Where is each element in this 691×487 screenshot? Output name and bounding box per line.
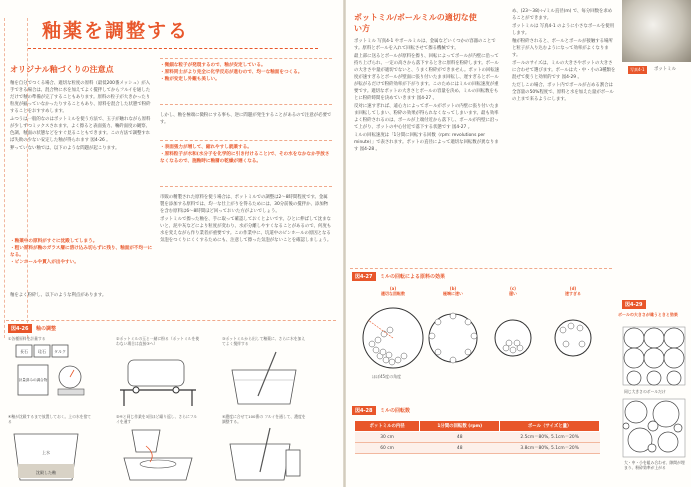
diagram-caption: 大・中・小を組み合わせ、隙間が埋まり、粉砕効率が上がる	[624, 460, 685, 470]
rotation-diagram	[358, 286, 608, 386]
material-tag: 長石	[20, 349, 28, 354]
figure-title: ミルの回転による原料の効果	[380, 274, 446, 280]
figure-step	[222, 336, 306, 416]
material-tag: 計量済みの調合物	[18, 378, 48, 382]
divider	[160, 104, 332, 105]
body-paragraph: 反対に速すぎれば、遠心力によってボールがポットの内壁に張り付いたまま回転してしまい、粉砕の効果が得られなくなってしまいます。最も効率よく粉砕されるのは、ボールが上端付近から落下し、ボールが内壁に沿って上がり、ポットの中心付近で落下する状態です 図4-27 。	[354, 104, 499, 130]
caution-list	[160, 144, 332, 165]
diagram-caption: (a) 適切な回転数	[381, 286, 405, 296]
density-adjust-illustration	[222, 424, 306, 484]
body-paragraph: 釉が粉砕されると、ボールとボールが接触する場所と粒子が入り込むようになって効率がよくなります。	[512, 39, 613, 58]
section-heading: オリジナル釉づくりの注意点	[10, 65, 114, 74]
divider	[160, 140, 332, 141]
body-paragraph: 市販の精製された原料を使う場合は、ポットミルでの調整は2〜8時間程度です。金属製を添加する原料では、均一な仕上がりを得るためには、30分前後の撹拌か、添加物を含む原料は6〜8時間ほど回っておいた方がよいでしょう。	[160, 195, 329, 214]
section-heading: ポットミル/ボールミルの適切な使い方	[354, 13, 477, 33]
body-paragraph: め、(23〜38)÷√ミル直径(m) で、毎分回数を求めることができます。	[512, 9, 613, 21]
list-item: ・表面張力が増して、縮れやすし就薬する。	[160, 145, 252, 150]
figure-label: 図4-27	[352, 272, 376, 281]
list-item: ・微細な粒子が発現するので、釉が安定している。	[160, 63, 266, 68]
settling-illustration	[8, 424, 92, 484]
table-row: 60 cm 48 3.8cm＝80%, 5.1cm＝20%	[355, 443, 600, 454]
body-paragraph: ただしこの場合、ポット内でボールが占める割合は全容量の50%程度で、原料と水を加えた量がボールの上まで来るようにします。	[512, 83, 614, 102]
step-caption: ④釉が沈殿するまで放置しておく。上の水を捨てる	[8, 414, 92, 424]
pot-mill-illustration	[116, 346, 200, 410]
weighing-illustration	[8, 341, 92, 409]
title-rule	[28, 48, 318, 49]
sieving-illustration	[116, 424, 200, 484]
pot-mill-photo	[622, 0, 691, 62]
mixing-illustration	[222, 346, 306, 410]
divider	[160, 58, 332, 59]
layer-label: 沈殿した釉	[36, 470, 56, 475]
mill-speed-table	[354, 420, 600, 454]
photo-label: 写真4-1	[630, 67, 645, 72]
body-paragraph: ふつうは一般的なのはポットミルを使う方法で、玉子が触れながら原料が少しずつミックスされます。よく擦ると表面張力、噛砕面度の観察、色調、釉面の状態などをすぐ見ることもできます。この方法で調整すれば失敗の少ない安定した釉が得られます 図4-26 。	[10, 117, 151, 143]
table-row: 30 cm 48 2.5cm＝80%, 5.1cm＝20%	[355, 432, 600, 443]
table-header: ポットミルの内径	[355, 421, 420, 432]
figure-title: ボールの大きさが違うときと効果	[618, 312, 678, 317]
list-item: ・釉が安定し外観も美しい。	[160, 77, 220, 82]
figure-title: ミルの回転数	[380, 408, 411, 414]
figure-step	[8, 336, 92, 416]
list-item: ・原料同士がより完全に化学反応が進むので、均一な釉面をつくる。	[160, 70, 303, 75]
divider	[160, 186, 332, 187]
column-body	[512, 8, 616, 104]
list-item: ・粗い原料が釉のガラス層に溶け込み切らずに残り、釉面が不均一になる。	[10, 246, 153, 258]
page-title: 釉薬を調整する	[42, 20, 190, 42]
diagram-caption: 同じ大きさのボールだけ	[624, 389, 666, 394]
right-page	[346, 0, 691, 487]
body-paragraph: ポットミルは 写真4-1 のように小さなボールを使用します。	[512, 24, 615, 36]
body-paragraph: ボールのサイズは、ミルの大きさやポットの大きさに合わせて選びます。ボールは大・中・小の3種類を混ぜて使うと効果的です 図4-29 。	[512, 61, 616, 80]
body-paragraph: 釉を自分でつくる場合、適切な粒度の原料（最低200番メッシュ）が入手できる場合は、混合物に水を加えてよく撹拌してからフルイを通しただけで釉の準備が完了することもあります。原料の粒子が大きかったり粒度が揃っていなかったりすることもあり、原料を混合した状態で粉砕することをおすすめします。	[10, 81, 151, 114]
figure-step	[116, 336, 200, 416]
section-body	[10, 80, 153, 153]
left-page	[0, 0, 343, 487]
step-caption: ②ポットミルの玉と一緒に粉る（ポットミルを使わない場合は直接③へ）	[116, 336, 200, 346]
material-tag: 珪石	[38, 349, 46, 354]
diagram-caption: (c) 遅い	[509, 286, 517, 296]
figure-rule	[6, 320, 336, 321]
diagram-caption: (b) 極端に速い	[443, 286, 463, 296]
list-item: ・原料粒子が水和(水分子を化学的に引き付けること)で、その水をなかなか手放さなくなるので、施釉時に釉層の乾燥が遅くなる。	[160, 152, 330, 164]
figure-step	[116, 414, 200, 487]
photo-caption: ポットミル	[654, 67, 676, 72]
body-paragraph: ポットミルで擦った釉を、手に取って確認しておくとよいです。ひとに伸ばして沈まないと、泥や灰などにより粒度が変わり、水が分離しやすくなることがあるので、何度も水を変えながら作り業者が重要です。この作業中に、坑道中のピンホールの原因となる気泡をつくりにくくするためにも、注意して擦った気泡がないことを確認しましょう。	[160, 217, 332, 243]
figure-title: 釉の調整	[36, 326, 57, 332]
material-tag: タルク	[54, 349, 66, 354]
figure-label: 図4-28	[352, 406, 376, 415]
body-paragraph: 狎っていない釉では、以下のような問題が起こります。	[10, 146, 120, 151]
figure-rule	[350, 268, 612, 269]
table-header: ボール（サイズと量）	[500, 421, 600, 432]
column-body	[160, 194, 332, 245]
body-paragraph: ポットミル 写真4-1 やボールミルは、金属などいくつかの容器のことです。原料とボールを入れて回転させて擦る機械です。	[354, 39, 496, 51]
figure-step	[8, 414, 92, 487]
body-paragraph: 最上部に送るとボールが原料を擦り、回転によってボールが内壁に沿って持ち上げられ、一定の高さから落下するときに原料を粉砕します。ボールの大きさや量が適切でないと、うまく粉砕ができません。ポットの回転速度が速すぎるとボールが壁面に張り付いたまま回転し、遅すぎるとボールが転がるだけで粉砕効率が下がります。このためにはミルの回転速度が重要です。適切なポットの大きさとボールの容量を決め、ミルの回転数をもとに粉砕時間を決めていきます 図4-27 。	[354, 54, 500, 101]
step-caption: ⑥濃度に合せて100番の フルイを通して、濃度を調整する。	[222, 414, 306, 424]
list-item: ・釉薬中の原料がすぐに沈殿してしまう。	[10, 239, 98, 244]
equal-balls-diagram	[622, 326, 686, 386]
diagram-caption: (d) 速すぎる	[565, 286, 581, 296]
angle-note: ほぼ45度の角度	[372, 374, 402, 379]
caution-text: しかし、釉を極端に微粉にする事も、逆に問題が発生することがあるので注意が必要です。	[160, 113, 332, 125]
section-body	[354, 38, 502, 154]
table-header: 1分間の回転数 (rpm)	[420, 421, 500, 432]
figure-label: 図4-26	[8, 324, 32, 333]
problem-list	[10, 238, 153, 266]
step-caption: ③ポットミルから出して釉薬に、さらに水を加えてよく撹拌する	[222, 336, 306, 346]
section-tail: 釉をよく粉砕し、以下のような利点があります。	[10, 293, 107, 298]
benefit-list	[160, 62, 332, 83]
figure-step	[222, 414, 306, 487]
step-caption: ①各種原料を計量する	[8, 336, 46, 341]
mixed-balls-diagram	[622, 398, 686, 458]
layer-label: 上水	[42, 450, 50, 455]
body-paragraph: ミルの回転速度は「1分間に回転する回数（rpm: revolutions per minute）」で表されます。ポットの直径によって適切な回転数が異なります 図4-28 。	[354, 133, 499, 152]
step-caption: ⑤④と同じ作業を3回ほど繰り返し、さらにフルイを通す	[116, 414, 198, 424]
list-item: ・ピンホールや貫入が出やすい。	[10, 260, 79, 265]
figure-label: 図4-29	[622, 300, 646, 309]
